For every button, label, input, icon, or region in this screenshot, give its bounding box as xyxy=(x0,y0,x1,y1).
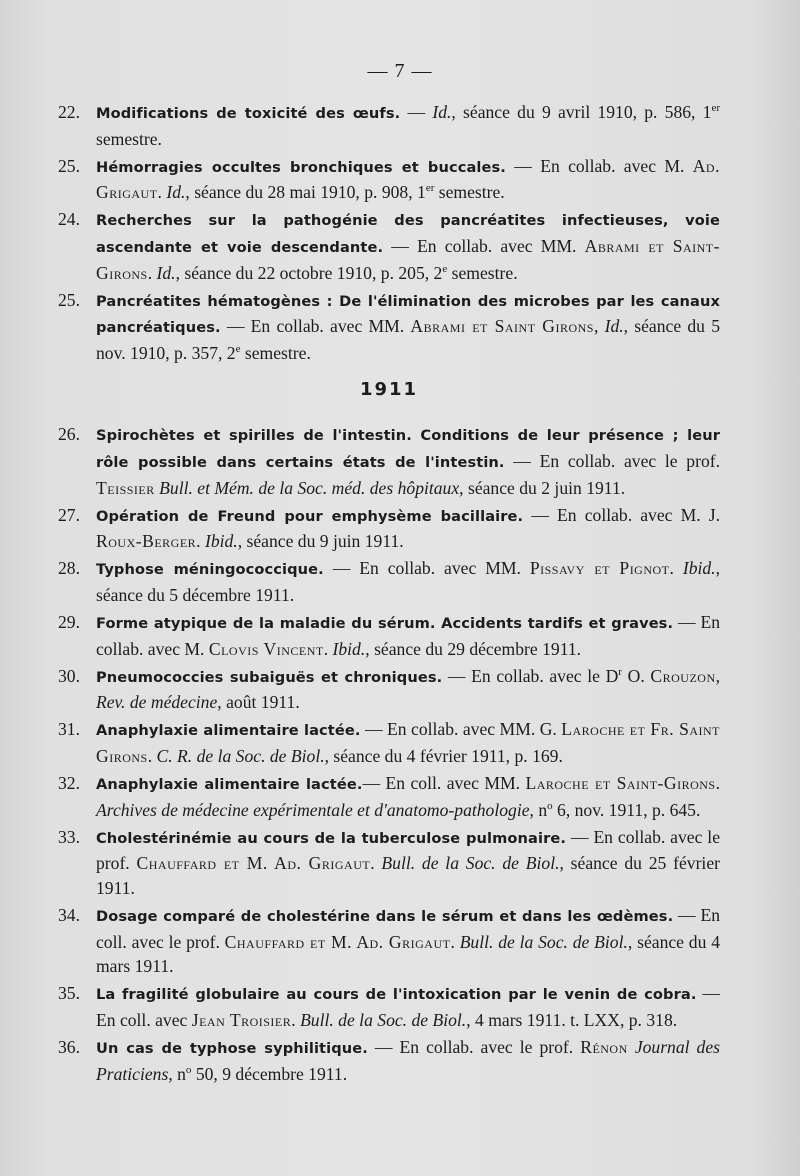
bibliography-entry xyxy=(58,503,720,554)
entry-punct: . xyxy=(147,746,157,767)
entry-title: Opération de Freund pour emphysème bacillaire. xyxy=(96,507,524,525)
entry-separator: — xyxy=(383,235,418,256)
entry-details: , séance du 9 avril 1910, p. 586, 1 xyxy=(451,102,712,122)
entry-title: Recherches sur la pathogénie des pancréatites infectieuses, voie ascendante et voie descendante. xyxy=(96,212,720,256)
entry-number: 30. xyxy=(58,665,80,686)
bibliography-entry xyxy=(58,556,720,607)
entry-source: Archives de médecine expérimentale et d'anatomo-pathologie xyxy=(96,799,530,820)
entry-authors: Abrami et Saint-Girons xyxy=(96,235,720,283)
entry-details: , séance du 9 juin 1911. xyxy=(237,531,404,552)
entry-details: , séance du 25 février 1911. xyxy=(96,853,720,899)
entry-details-cont: semestre. xyxy=(96,128,162,149)
entry-authors: Laroche et Saint-Girons xyxy=(525,773,716,794)
entry-collab: En collab. avec le prof. xyxy=(96,826,721,874)
entry-collab: En collab. avec MM. xyxy=(250,316,411,337)
entry-details-cont: 6, nov. 1911, p. 645. xyxy=(552,799,701,820)
bibliography-entry xyxy=(58,903,720,979)
entry-authors: Pissavy et Pignot xyxy=(529,558,670,579)
entry-title: Pneumococcies subaiguës et chroniques. xyxy=(96,668,443,686)
entry-punct: . xyxy=(323,638,333,659)
bibliography-entry xyxy=(58,717,720,768)
bibliography-entry xyxy=(58,664,720,715)
entry-authors: Teissier xyxy=(96,477,155,498)
entry-details: , n xyxy=(168,1063,186,1084)
entry-number: 32. xyxy=(58,773,80,794)
entry-title: Pancréatites hématogènes : De l'élimination des microbes par les canaux pancréatiques. xyxy=(96,292,720,337)
entry-details: , séance du 22 octobre 1910, p. 205, 2 xyxy=(175,262,443,283)
entry-source: Bull. de la Soc. de Biol. xyxy=(381,853,560,874)
entry-collab: En collab. avec M. xyxy=(96,612,720,659)
entry-body xyxy=(96,825,720,901)
entry-body xyxy=(96,503,720,554)
entry-details: , séance du 2 juin 1911. xyxy=(459,477,626,498)
entry-separator: — xyxy=(673,905,701,926)
entry-source: Bull. et Mém. de la Soc. méd. des hôpitaux xyxy=(159,477,460,498)
bibliography-entry xyxy=(58,154,720,205)
entry-punct: . xyxy=(715,773,720,794)
bibliography-entry xyxy=(58,100,720,151)
bibliography-entry xyxy=(58,1035,720,1086)
entry-collab: En collab. avec le D xyxy=(471,665,619,686)
entry-separator: — xyxy=(400,102,433,122)
entry-punct: . xyxy=(370,853,382,874)
entry-source: Ibid. xyxy=(682,558,716,579)
entry-punct: . xyxy=(669,558,683,579)
bibliography-list xyxy=(58,100,720,1089)
entry-body xyxy=(96,610,720,661)
entry-superscript: o xyxy=(547,799,553,812)
entry-title: Hémorragies occultes bronchiques et buccales. xyxy=(96,158,506,176)
entry-separator: — xyxy=(523,504,558,525)
entry-title: Cholestérinémie au cours de la tuberculose pulmonaire. xyxy=(96,829,567,847)
entry-punct: . xyxy=(147,262,157,283)
entry-authors: Chauffard et M. Ad. Grigaut xyxy=(136,853,371,874)
entry-number: 29. xyxy=(58,612,80,633)
entry-body xyxy=(96,422,720,500)
entry-separator: — xyxy=(504,451,540,472)
entry-authors: Crouzon xyxy=(650,665,716,686)
entry-collab: En collab. avec MM. xyxy=(359,558,530,579)
entry-authors: Clovis Vincent xyxy=(208,638,324,659)
entry-body xyxy=(96,288,720,366)
entry-collab: En coll. avec MM. xyxy=(385,773,526,794)
entry-separator: — xyxy=(362,773,386,794)
entry-separator: — xyxy=(696,983,720,1004)
entry-separator: — xyxy=(505,155,541,176)
entry-body xyxy=(96,100,720,151)
entry-source: C. R. de la Soc. de Biol. xyxy=(156,746,325,767)
entry-number: 34. xyxy=(58,905,80,926)
entry-title: Anaphylaxie alimentaire lactée. xyxy=(96,776,363,794)
bibliography-entry xyxy=(58,825,720,901)
entry-number: 25. xyxy=(58,155,80,176)
entry-superscript: o xyxy=(185,1063,192,1076)
entry-authors: Jean Troisier xyxy=(191,1010,292,1030)
entry-authors: Ad. Grigaut xyxy=(96,155,720,203)
entry-details: , séance du 5 décembre 1911. xyxy=(96,558,720,605)
entry-body xyxy=(96,556,720,607)
entry-title: La fragilité globulaire au cours de l'intoxication par le venin de cobra. xyxy=(96,986,697,1004)
entry-body xyxy=(96,207,720,285)
entry-authors: Roux-Berger xyxy=(96,531,197,552)
entry-source: Id. xyxy=(604,316,624,337)
bibliography-entry xyxy=(58,771,720,822)
entry-source: Id. xyxy=(432,102,452,122)
entry-separator: — xyxy=(442,665,472,686)
entry-source: Ibid. xyxy=(332,638,366,659)
entry-body xyxy=(96,903,720,979)
entry-number: 33. xyxy=(58,826,80,847)
entry-collab: En collab. avec MM. xyxy=(417,235,585,256)
entry-body xyxy=(96,771,720,822)
entry-punct: . xyxy=(450,931,460,952)
entry-superscript: er xyxy=(711,102,721,115)
entry-number: 24. xyxy=(58,209,80,230)
entry-details-cont: semestre. xyxy=(434,182,505,203)
bibliography-entry xyxy=(58,207,720,285)
entry-collab-superscript: r xyxy=(618,665,622,678)
entry-superscript: er xyxy=(425,182,435,195)
entry-separator: — xyxy=(566,826,594,847)
entry-authors: Laroche et Fr. Saint Girons xyxy=(96,719,721,767)
entry-punct: , xyxy=(715,665,721,686)
entry-separator: — xyxy=(673,612,701,633)
entry-punct xyxy=(628,1037,635,1057)
entry-number: 31. xyxy=(58,719,80,740)
entry-details: , 4 mars 1911. t. LXX, p. 318. xyxy=(466,1010,678,1030)
entry-title: Spirochètes et spirilles de l'intestin. Conditions de leur présence ; leur rôle possible dans certains états de l'intestin. xyxy=(96,427,720,472)
entry-details: , séance du 29 décembre 1911. xyxy=(365,638,582,659)
entry-collab: En collab. avec le prof. xyxy=(399,1037,581,1058)
entry-details-cont: semestre. xyxy=(447,262,518,283)
entry-separator: — xyxy=(367,1037,400,1058)
entry-authors: Rénon xyxy=(580,1037,628,1058)
entry-number: 27. xyxy=(58,504,80,525)
entry-collab: En coll. avec le prof. xyxy=(96,905,721,952)
entry-body xyxy=(96,981,720,1032)
entry-collab-cont: O. xyxy=(621,665,651,686)
entry-source: Ibid. xyxy=(204,531,238,552)
entry-source: Id. xyxy=(156,262,176,283)
entry-number: 36. xyxy=(58,1037,80,1058)
entry-title: Un cas de typhose syphilitique. xyxy=(96,1040,368,1058)
entry-title: Typhose méningococcique. xyxy=(96,561,324,579)
entry-superscript: e xyxy=(235,342,241,355)
entry-collab: En coll. avec xyxy=(96,1010,192,1030)
bibliography-entry xyxy=(58,422,720,500)
entry-number: 35. xyxy=(58,983,80,1004)
entry-source: Bull. de la Soc. de Biol. xyxy=(459,931,628,952)
entry-title: Anaphylaxie alimentaire lactée. xyxy=(96,722,361,740)
entry-punct: , xyxy=(593,316,605,337)
bibliography-entry xyxy=(58,610,720,661)
entry-number: 26. xyxy=(58,424,80,445)
year-heading: 1911 xyxy=(359,379,419,401)
bibliography-entry xyxy=(58,981,720,1032)
entry-source: Id. xyxy=(166,182,186,203)
entry-authors: Chauffard et M. Ad. Grigaut xyxy=(224,931,451,952)
entry-body xyxy=(96,717,720,768)
entry-source: Rev. de médecine xyxy=(96,692,218,713)
entry-details: , séance du 28 mai 1910, p. 908, 1 xyxy=(185,182,426,203)
page-number: — 7 — xyxy=(367,60,433,82)
entry-punct: . xyxy=(291,1010,301,1030)
entry-details-cont: 50, 9 décembre 1911. xyxy=(191,1063,348,1084)
entry-superscript: e xyxy=(442,262,448,275)
entry-source: Journal des Praticiens xyxy=(96,1037,721,1084)
entry-punct: . xyxy=(157,182,167,203)
entry-body xyxy=(96,1035,720,1086)
entry-number: 28. xyxy=(58,558,80,579)
entry-punct: . xyxy=(196,531,205,552)
entry-separator: — xyxy=(360,719,388,740)
entry-collab: En collab. avec M. xyxy=(540,155,693,176)
entry-separator: — xyxy=(323,558,360,579)
bibliography-entry xyxy=(58,288,720,366)
entry-details: , séance du 5 nov. 1910, p. 357, 2 xyxy=(96,316,721,363)
entry-separator: — xyxy=(220,316,251,337)
entry-details: , août 1911. xyxy=(217,692,300,713)
entry-details: , séance du 4 février 1911, p. 169. xyxy=(324,746,563,767)
entry-collab: En collab. avec M. J. xyxy=(557,504,720,525)
entry-collab: En collab. avec MM. G. xyxy=(387,719,562,740)
entry-number: 25. xyxy=(58,289,80,310)
entry-title: Dosage comparé de cholestérine dans le sérum et dans les œdèmes. xyxy=(96,908,674,926)
entry-authors: Abrami et Saint Girons xyxy=(410,316,594,337)
entry-details-cont: semestre. xyxy=(240,342,311,363)
entry-collab: En collab. avec le prof. xyxy=(539,451,721,472)
entry-details: , n xyxy=(529,799,548,820)
entry-number: 22. xyxy=(58,102,80,122)
entry-title: Modifications de toxicité des œufs. xyxy=(96,105,401,122)
entry-details: , séance du 4 mars 1911. xyxy=(96,931,720,977)
entry-body xyxy=(96,664,720,715)
entry-title: Forme atypique de la maladie du sérum. Accidents tardifs et graves. xyxy=(96,615,674,633)
entry-source: Bull. de la Soc. de Biol. xyxy=(300,1010,467,1030)
entry-body xyxy=(96,154,720,205)
